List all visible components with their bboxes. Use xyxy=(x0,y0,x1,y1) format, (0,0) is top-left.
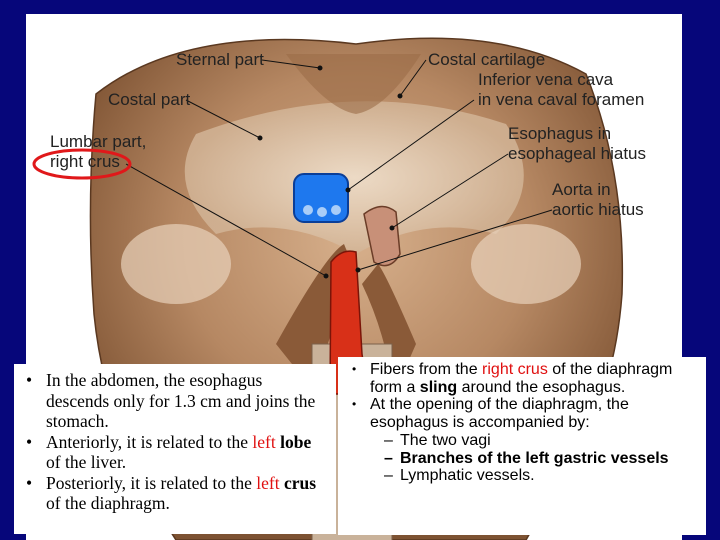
label-costal-part: Costal part xyxy=(108,90,191,109)
left-bullet-3-bold: crus xyxy=(284,472,317,493)
label-aorta-line2: aortic hiatus xyxy=(552,200,644,219)
right-sub-bullet-2-text: Branches of the left gastric vessels xyxy=(400,449,669,467)
right-bullet-1-red: right crus xyxy=(482,361,548,378)
left-bullet-3 xyxy=(24,473,328,514)
right-bullet-2 xyxy=(348,396,698,431)
right-leaf xyxy=(471,224,581,304)
left-leaf xyxy=(121,224,231,304)
label-costal-cartilage: Costal cartilage xyxy=(428,50,546,69)
left-bullet-2-pre: Anteriorly, it is related to the xyxy=(46,431,253,452)
left-bullet-3-red: left xyxy=(256,472,280,493)
right-sub-bullet-2 xyxy=(348,450,698,468)
label-sternal-part: Sternal part xyxy=(176,50,264,69)
right-sub-bullet-3-text: Lymphatic vessels. xyxy=(400,467,535,485)
label-ivc-line2: in vena caval foramen xyxy=(478,90,645,109)
right-bullet-2-text: At the opening of the diaphragm, the esophagus is accompanied by: xyxy=(370,396,629,432)
ivc-highlight-1 xyxy=(303,205,313,215)
right-sub-bullet-3 xyxy=(348,467,698,485)
left-bullet-2-bold: lobe xyxy=(280,431,312,452)
label-esophagus-line1: Esophagus in xyxy=(508,124,612,143)
right-sub-bullet-1-text: The two vagi xyxy=(400,431,491,449)
left-bullet-2-red: left xyxy=(252,431,276,452)
left-bullet-3-pre: Posteriorly, it is related to the xyxy=(46,472,257,493)
right-text-box xyxy=(338,357,706,535)
left-bullet-2-post: of the liver. xyxy=(46,452,127,472)
ivc-highlight-3 xyxy=(331,205,341,215)
left-text-box xyxy=(14,364,336,534)
label-ivc-line1: Inferior vena cava xyxy=(478,70,614,89)
left-bullet-2 xyxy=(24,432,328,473)
left-bullet-1-text: In the abdomen, the esophagus descends only for 1.3 cm and joins the stomach. xyxy=(46,370,316,431)
left-bullet-1 xyxy=(24,370,328,432)
left-bullet-list xyxy=(24,370,328,514)
label-right-crus: right crus xyxy=(50,152,120,171)
right-bullet-1-mid: of the diaphragm form a xyxy=(370,361,673,396)
right-sub-bullet-1 xyxy=(348,432,698,450)
right-bullet-1-bold: sling xyxy=(419,378,458,396)
label-lumbar-part: Lumbar part, xyxy=(50,132,147,151)
label-aorta-line1: Aorta in xyxy=(552,180,611,199)
label-esophagus-line2: esophageal hiatus xyxy=(508,144,647,163)
right-bullet-1-pre: Fibers from the xyxy=(370,361,483,378)
ivc-highlight-2 xyxy=(317,207,327,217)
left-bullet-3-post: of the diaphragm. xyxy=(46,493,170,513)
right-bullet-1 xyxy=(348,361,698,396)
right-bullet-list xyxy=(348,361,698,485)
right-bullet-1-post: around the esophagus. xyxy=(457,378,626,396)
